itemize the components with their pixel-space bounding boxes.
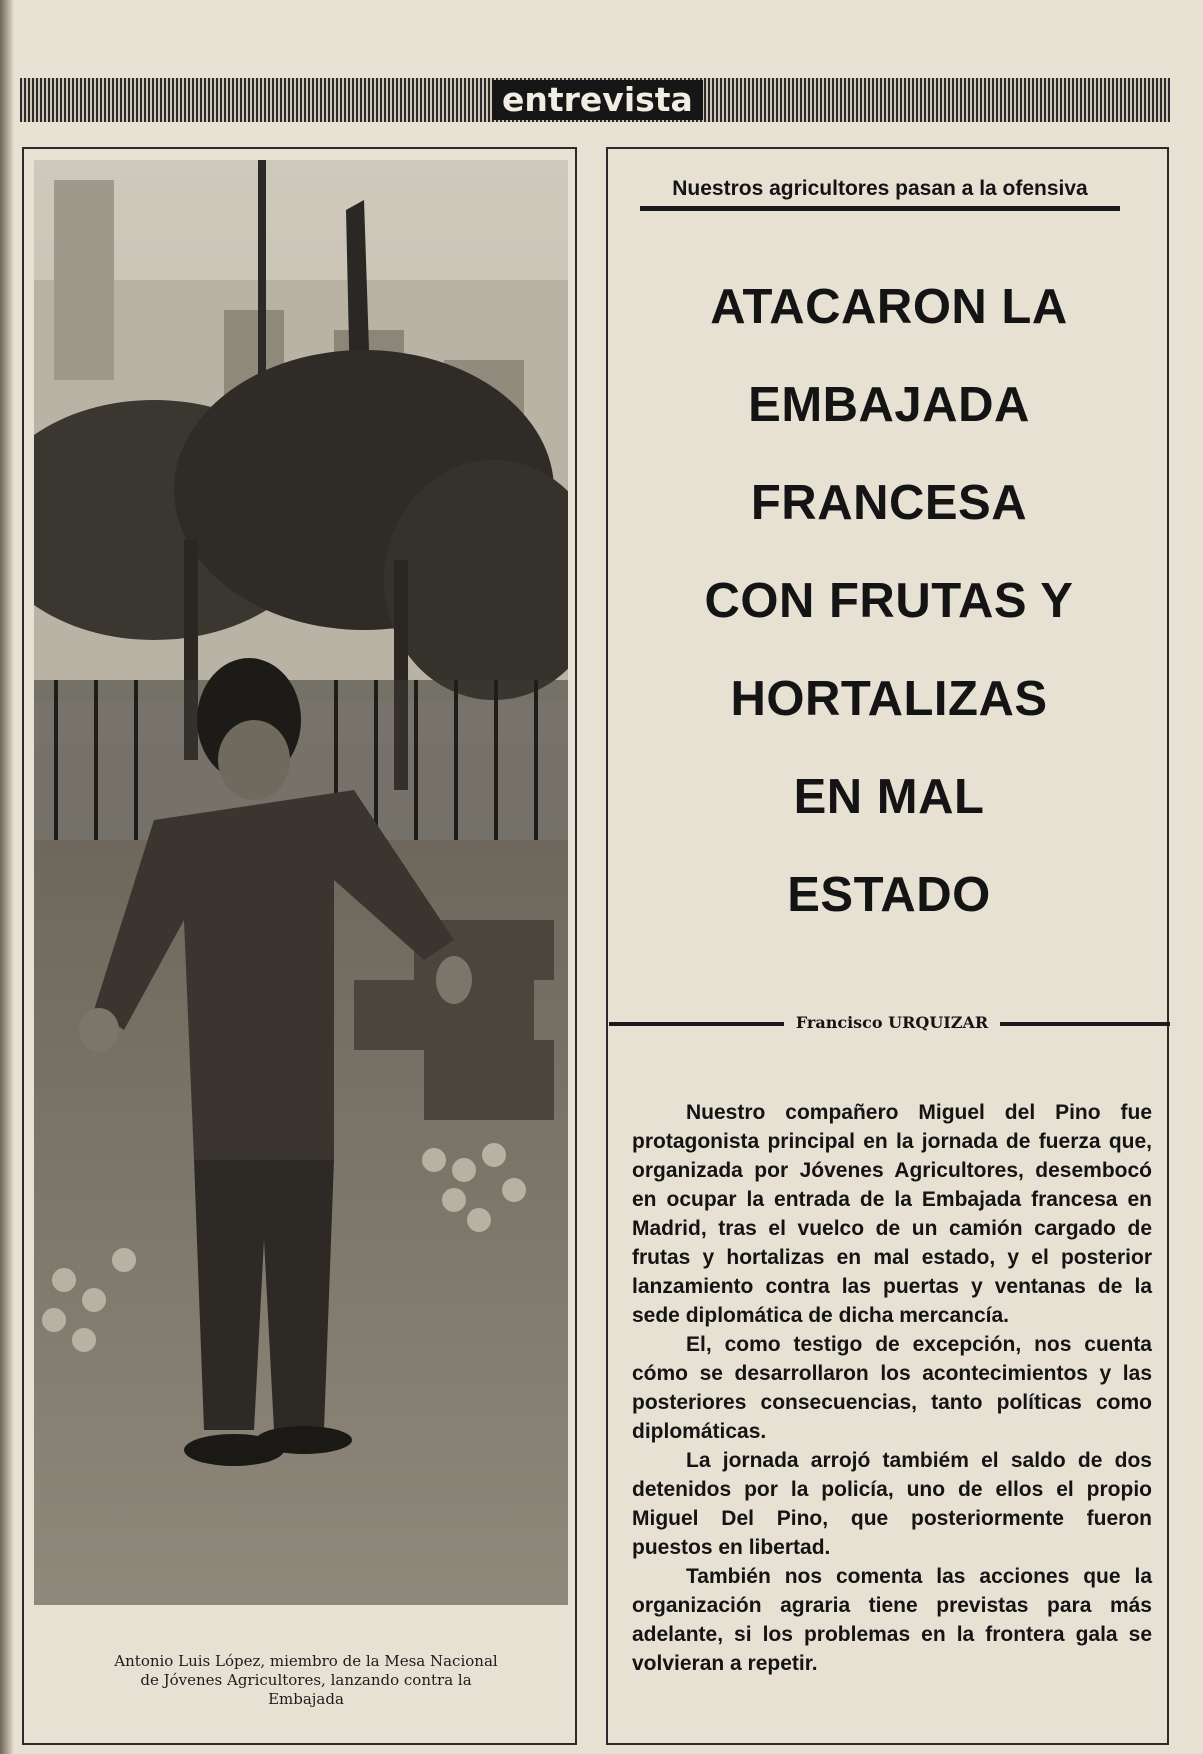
- lede-paragraph: Nuestro compañero Miguel del Pino fue protagonista principal en la jornada de fuerza que, organizada por Jóvenes Agricultores, desembocó en ocupar la entrada de la Embajada francesa en Madrid, tras el vuelco de un camión cargado de frutas y hortalizas en mal estado, y el posterior lanzamiento contra las puertas y ventanas de la sede diplomática de dicha mercancía.: [632, 1101, 1152, 1327]
- news-photo: [34, 160, 568, 1605]
- page-binding: [0, 0, 14, 1754]
- headline-line: EN MAL: [793, 770, 985, 824]
- headline-line: ATACARON LA: [710, 280, 1068, 334]
- byline-rule-left: [609, 1022, 784, 1026]
- headline-line: HORTALIZAS: [730, 672, 1048, 726]
- section-label: entrevista: [492, 80, 703, 120]
- headline-line: ESTADO: [787, 868, 991, 922]
- headline-line: EMBAJADA: [748, 378, 1030, 432]
- news-photo-illustration: [34, 160, 568, 1605]
- lede-paragraph: También nos comenta las acciones que la organización agraria tiene previstas para más adelante, si los problemas en la frontera gala se volvieran a repetir.: [632, 1565, 1152, 1675]
- kicker-rule: [640, 206, 1120, 211]
- photo-caption: Antonio Luis López, miembro de la Mesa Nacional de Jóvenes Agricultores, lanzando contra la Embajada: [114, 1652, 498, 1708]
- lede-paragraph: El, como testigo de excepción, nos cuenta cómo se desarrollaron los acontecimientos y las posteriores consecuencias, tanto políticas como diplomáticas.: [632, 1333, 1152, 1443]
- article-kicker: Nuestros agricultores pasan a la ofensiva: [672, 177, 1088, 200]
- article-byline: Francisco URQUIZAR: [795, 1013, 989, 1032]
- headline-line: FRANCESA: [750, 476, 1028, 530]
- lede-paragraph: La jornada arrojó tambiém el saldo de dos detenidos por la policía, uno de ellos el propio Miguel Del Pino, que posteriormente fueron puestos en libertad.: [632, 1449, 1152, 1559]
- headline-line: CON FRUTAS Y: [704, 574, 1074, 628]
- article-headline: [625, 258, 1153, 944]
- article-lede: [632, 1098, 1152, 1678]
- byline-rule-right: [1000, 1022, 1170, 1026]
